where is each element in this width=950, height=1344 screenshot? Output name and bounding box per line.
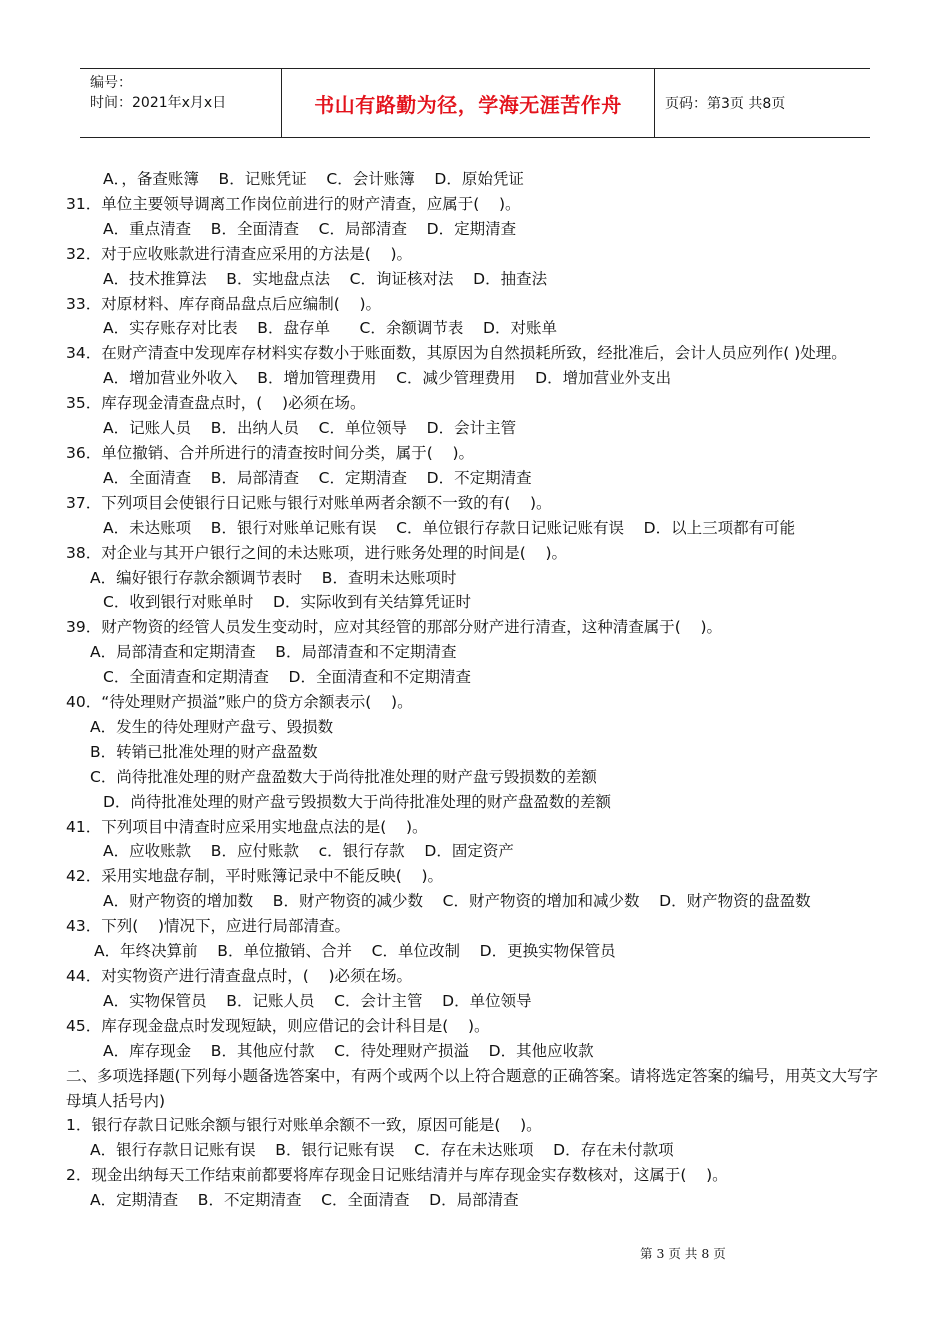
question-line: 44．对实物资产进行清查盘点时，( )必须在场。: [66, 967, 413, 985]
question-line: 33．对原材料、库存商品盘点后应编制( )。: [66, 294, 382, 313]
answer-options-line: A．增加营业外收入 B．增加管理费用 C．减少管理费用 D．增加营业外支出: [103, 369, 672, 388]
answer-options-line: A．未达账项 B．银行对账单记账有误 C．单位银行存款日记账记账有误 D．以上三项都有可能: [103, 518, 796, 537]
answer-options-line: A．技术推算法 B．实地盘点法 C．询证核对法 D．抽查法: [103, 269, 548, 288]
header-page-info: 页码：第3页 共8页: [665, 96, 786, 112]
question-line: 36．单位撤销、合并所进行的清查按时间分类，属于( )。: [66, 443, 475, 462]
question-line: 45．库存现金盘点时发现短缺，则应借记的会计科目是( )。: [66, 1016, 490, 1035]
answer-options-line: A．实物保管员 B．记账人员 C．会计主管 D．单位领导: [103, 991, 532, 1010]
page-header: [80, 68, 870, 138]
page-footer: 第 3 页 共 8 页: [640, 1246, 726, 1261]
answer-options-line: A．年终决算前 B．单位撤销、合并 C．单位改制 D．更换实物保管员: [94, 942, 616, 961]
answer-options-line: A．发生的待处理财产盘亏、毁损数: [90, 717, 334, 736]
answer-options-line: A．定期清查 B．不定期清查 C．全面清查 D．局部清查: [90, 1191, 519, 1210]
question-line: 43．下列( )情况下，应进行局部清查。: [66, 917, 351, 936]
header-motto: 书山有路勤为径，学海无涯苦作舟: [282, 69, 655, 137]
header-meta: [80, 69, 282, 137]
question-line: 32．对于应收账款进行清查应采用的方法是( )。: [66, 244, 413, 263]
answer-options-line: A．财产物资的增加数 B．财产物资的减少数 C．财产物资的增加和减少数 D．财产物资的盘盈数: [103, 892, 811, 911]
question-line: 41．下列项目中清查时应采用实地盘点法的是( )。: [66, 817, 428, 836]
question-line: 38．对企业与其开户银行之间的未达账项，进行账务处理的时间是( )。: [66, 543, 568, 562]
question-line: 40．“待处理财产损溢”账户的贷方余额表示( )。: [66, 693, 413, 712]
answer-options-line: B．转销已批准处理的财产盘盈数: [90, 742, 318, 761]
answer-options-line: A．全面清查 B．局部清查 C．定期清查 D．不定期清查: [103, 468, 532, 487]
document-time-label: 时间：2021年x月x日: [90, 95, 227, 111]
question-line: 34．在财产清查中发现库存材料实存数小于账面数，其原因为自然损耗所致，经批准后，会计人员应列作( )处理。: [66, 344, 847, 363]
document-number-label: 编号：: [90, 75, 132, 91]
question-line: 37．下列项目会使银行日记账与银行对账单两者余额不一致的有( )。: [66, 493, 552, 512]
answer-options-line: A．重点清查 B．全面清查 C．局部清查 D．定期清查: [103, 219, 517, 238]
answer-options-line: A．实存账存对比表 B．盘存单 C．余额调节表 D．对账单: [103, 319, 557, 338]
answer-options-line: C．尚待批准处理的财产盘盈数大于尚待批准处理的财产盘亏毁损数的差额: [90, 767, 597, 786]
answer-options-line: D．尚待批准处理的财产盘亏毁损数大于尚待批准处理的财产盘盈数的差额: [103, 792, 611, 811]
answer-options-line: A．记账人员 B．出纳人员 C．单位领导 D．会计主管: [103, 419, 517, 438]
question-line: 42．采用实地盘存制，平时账簿记录中不能反映( )。: [66, 867, 444, 886]
answer-options-line: A．应收账款 B．应付账款 c．银行存款 D．固定资产: [103, 842, 514, 861]
question-line: 二、多项选择题(下列每小题备选答案中，有两个或两个以上符合题意的正确答案。请将选定答案的编号，用英文大写字母填人括号内): [66, 1066, 879, 1110]
answer-options-line: A．编好银行存款余额调节表时 B．查明未达账项时: [90, 568, 457, 587]
question-line: 2．现金出纳每天工作结束前都要将库存现金日记账结清并与库存现金实存数核对，这属于( )。: [66, 1166, 728, 1185]
question-line: 35．库存现金清查盘点时，( )必须在场。: [66, 394, 366, 413]
answer-options-line: C．全面清查和定期清查 D．全面清查和不定期清查: [103, 668, 471, 687]
question-line: 31．单位主要领导调离工作岗位前进行的财产清查，应属于( )。: [66, 194, 521, 213]
answer-options-line: A．，备查账簿 B．记账凭证 C．会计账簿 D．原始凭证: [103, 170, 524, 188]
answer-options-line: A．库存现金 B．其他应付款 C．待处理财产损溢 D．其他应收款: [103, 1041, 594, 1060]
answer-options-line: A．银行存款日记账有误 B．银行记账有误 C．存在未达账项 D．存在未付款项: [90, 1141, 674, 1160]
question-list: [66, 167, 886, 1213]
answer-options-line: C．收到银行对账单时 D．实际收到有关结算凭证时: [103, 593, 471, 612]
answer-options-line: A．局部清查和定期清查 B．局部清查和不定期清查: [90, 643, 457, 662]
question-line: 1．银行存款日记账余额与银行对账单余额不一致，原因可能是( )。: [66, 1116, 542, 1135]
question-line: 39．财产物资的经管人员发生变动时，应对其经管的那部分财产进行清查，这种清查属于( )。: [66, 618, 723, 637]
